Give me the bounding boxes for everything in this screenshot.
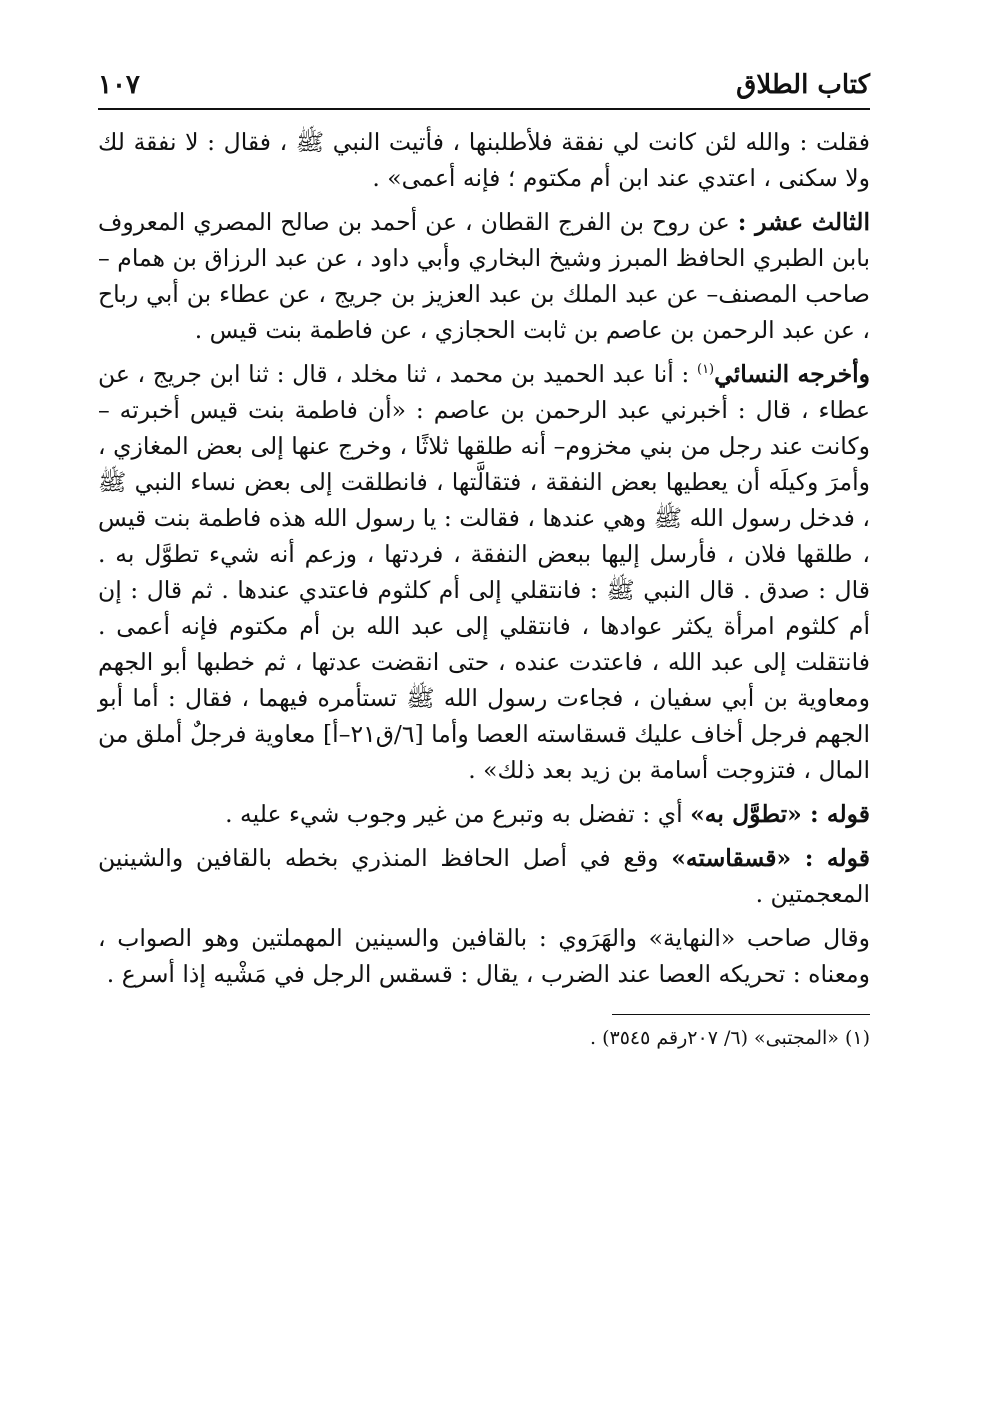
chapter-title: كتاب الطلاق (736, 70, 870, 100)
paragraph-text: وقال صاحب «النهاية» والهَرَوي : بالقافين والسينين المهملتين وهو الصواب ، ومعناه : تحريكه العصا عند الضرب ، يقال : قسقس الرجل في مَشْيه إذا أسرع . (98, 924, 870, 988)
paragraph-text: فقلت : والله لئن كانت لي نفقة فلأطلبنها ، فأتيت النبي ﷺ ، فقال : لا نفقة لك ولا سكنى ، اعتدي عند ابن أم مكتوم ؛ فإنه أعمى» . (98, 128, 870, 192)
paragraph-5 (98, 840, 870, 912)
paragraph-lead: قوله : «قسقاسته» (671, 844, 870, 872)
paragraph-3 (98, 356, 870, 788)
paragraph-lead: وأخرجه النسائي (714, 360, 870, 388)
paragraph-text: وقع في أصل الحافظ المنذري بخطه بالقافين والشينين المعجمتين . (98, 844, 870, 908)
paragraph-text: عن روح بن الفرج القطان ، عن أحمد بن صالح المصري المعروف بابن الطبري الحافظ المبرز وشيخ البخاري وأبي داود ، عن عبد الرزاق بن همام – صاحب المصنف– عن عبد الملك بن عبد العزيز بن جريج ، عن عطاء بن أبي رباح ، عن عبد الرحمن بن عاصم بن ثابت الحجازي ، عن فاطمة بنت قيس . (98, 208, 870, 344)
paragraph-text: أي : تفضل به وتبرع من غير وجوب شيء عليه . (225, 800, 691, 828)
page-header (98, 60, 870, 110)
page-number: ١٠٧ (98, 70, 140, 100)
paragraph-1 (98, 124, 870, 196)
paragraph-2 (98, 204, 870, 348)
footnote-separator-wrap (98, 992, 870, 1015)
footnote-text: (١) «المجتبى» (٦/ ٢٠٧رقم ٣٥٤٥) . (590, 1027, 870, 1049)
paragraph-lead: الثالث عشر : (737, 208, 870, 236)
footnote-separator (612, 1014, 870, 1015)
paragraph-4 (98, 796, 870, 832)
footnote (98, 1023, 870, 1053)
book-page (98, 60, 870, 1053)
paragraph-lead: قوله : «تطوَّل به» (690, 800, 870, 828)
footnote-reference[interactable]: (١) (696, 362, 715, 378)
paragraph-6 (98, 920, 870, 992)
paragraph-text: : أنا عبد الحميد بن محمد ، ثنا مخلد ، قال : ثنا ابن جريج ، عن عطاء ، قال : أخبرني عبد الرحمن بن عاصم : «أن فاطمة بنت قيس أخبرته – وكانت عند رجل من بني مخزوم– أنه طلقها ثلاثًا ، وخرج عنها إلى بعض المغازي ، وأمرَ وكيلَه أن يعطيها بعض النفقة ، فتقالَّتها ، فانطلقت إلى بعض نساء النبي ﷺ ، فدخل رسول الله ﷺ وهي عندها ، فقالت : يا رسول الله هذه فاطمة بنت قيس ، طلقها فلان ، فأرسل إليها ببعض النفقة ، فردتها ، وزعم أنه شيء تطوَّل به . قال : صدق . قال النبي ﷺ : فانتقلي إلى أم كلثوم فاعتدي عندها . ثم قال : إن أم كلثوم امرأة يكثر عوادها ، فانتقلي إلى عبد الله بن أم مكتوم فإنه أعمى . فانتقلت إلى عبد الله ، فاعتدت عنده ، حتى انقضت عدتها ، ثم خطبها أبو الجهم ومعاوية بن أبي سفيان ، فجاءت رسول الله ﷺ تستأمره فيهما ، فقال : أما أبو الجهم فرجل أخاف عليك قسقاسته العصا وأما [٦/ق٢١–أ] معاوية فرجلٌ أملق من المال ، فتزوجت أسامة بن زيد بعد ذلك» . (98, 360, 870, 784)
